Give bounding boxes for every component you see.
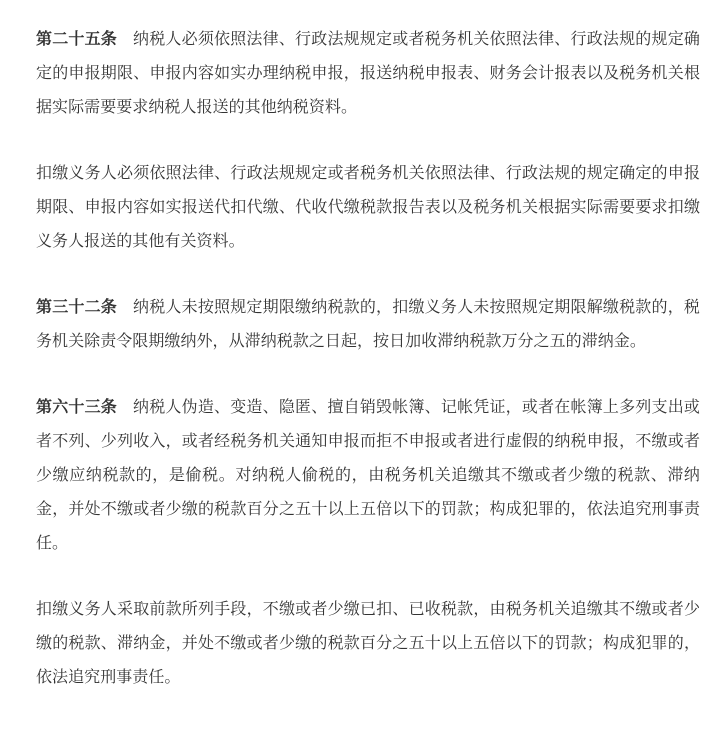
paragraph-text: 扣缴义务人采取前款所列手段，不缴或者少缴已扣、已收税款，由税务机关追缴其不缴或者少缴的税款、滞纳金，并处不缴或者少缴的税款百分之五十以上五倍以下的罚款；构成犯罪的，依法追究刑事责任。 <box>36 599 700 686</box>
document-body <box>36 22 700 694</box>
paragraph-text: 纳税人未按照规定期限缴纳税款的，扣缴义务人未按照规定期限解缴税款的，税务机关除责令限期缴纳外，从滞纳税款之日起，按日加收滞纳税款万分之五的滞纳金。 <box>36 297 700 350</box>
article-number: 第三十二条 <box>36 297 118 316</box>
paragraph-withholding-agent-evasion <box>36 592 700 694</box>
paragraph-text: 纳税人必须依照法律、行政法规规定或者税务机关依照法律、行政法规的规定确定的申报期限、申报内容如实办理纳税申报，报送纳税申报表、财务会计报表以及税务机关根据实际需要要求纳税人报送的其他纳税资料。 <box>36 29 700 116</box>
article-number: 第二十五条 <box>36 29 118 48</box>
paragraph-article-63 <box>36 390 700 560</box>
paragraph-article-25 <box>36 22 700 124</box>
paragraph-text: 扣缴义务人必须依照法律、行政法规规定或者税务机关依照法律、行政法规的规定确定的申报期限、申报内容如实报送代扣代缴、代收代缴税款报告表以及税务机关根据实际需要要求扣缴义务人报送的其他有关资料。 <box>36 163 700 250</box>
paragraph-text: 纳税人伪造、变造、隐匿、擅自销毁帐簿、记帐凭证，或者在帐簿上多列支出或者不列、少列收入，或者经税务机关通知申报而拒不申报或者进行虚假的纳税申报，不缴或者少缴应纳税款的，是偷税。对纳税人偷税的，由税务机关追缴其不缴或者少缴的税款、滞纳金，并处不缴或者少缴的税款百分之五十以上五倍以下的罚款；构成犯罪的，依法追究刑事责任。 <box>36 397 700 552</box>
article-number: 第六十三条 <box>36 397 118 416</box>
paragraph-article-32 <box>36 290 700 358</box>
paragraph-withholding-agent-reporting <box>36 156 700 258</box>
